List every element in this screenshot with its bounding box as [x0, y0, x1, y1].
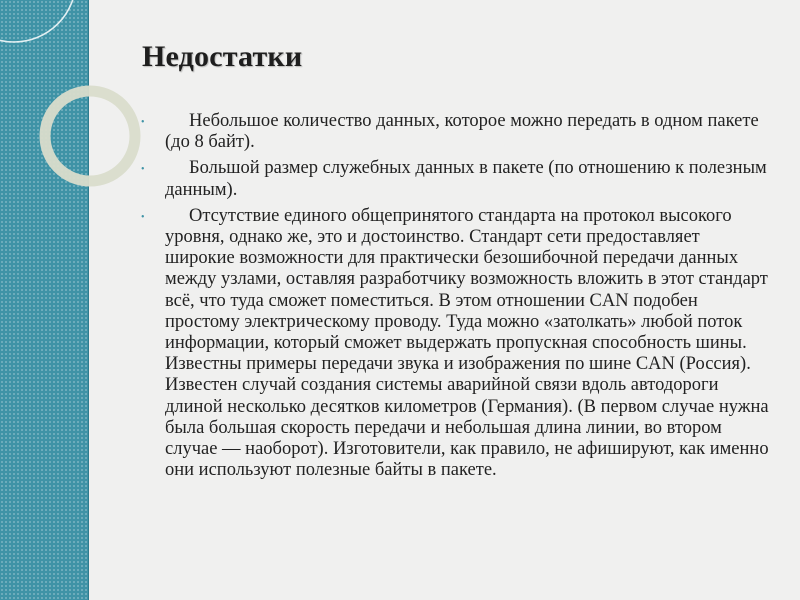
bullet-icon: •	[141, 117, 145, 128]
thin-ring-decoration	[0, 0, 76, 42]
bullet-item	[140, 158, 770, 200]
bullet-list	[140, 111, 770, 486]
bullet-icon: •	[141, 164, 145, 176]
bullet-item	[140, 111, 770, 153]
bullet-text: Большой размер служебных данных в пакете (по отношению к полезным данным).	[165, 158, 767, 200]
bullet-text: Отсутствие единого общепринятого стандарта на протокол высокого уровня, однако же, это и достоинство. Стандарт сети предоставляет широкие возможности для практически безошибочной передачи данных между узлами, оставляя разработчику возможность вложить в этот стандарт всё, что туда сможет поместиться. В этом отношении CAN подобен простому электрическому проводу. Туда можно «затолкать» любой поток информации, который сможет выдержать пропускная способность шины. Известны примеры передачи звука и изображения по шине CAN (Россия). Известен случай создания системы аварийной связи вдоль автодороги длиной несколько десятков километров (Германия). (В первом случае нужна была большая скорость передачи и небольшая длина линии, во втором случае — наоборот). Изготовители, как правило, не афишируют, как именно они используют полезные байты в пакете.	[165, 205, 769, 481]
slide-title: Недостатки	[142, 40, 303, 73]
bullet-icon: •	[141, 211, 145, 223]
bullet-text: Небольшое количество данных, которое можно передать в одном пакете (до 8 байт).	[165, 111, 759, 153]
bullet-item	[140, 206, 770, 482]
thick-ring-decoration	[45, 91, 135, 181]
